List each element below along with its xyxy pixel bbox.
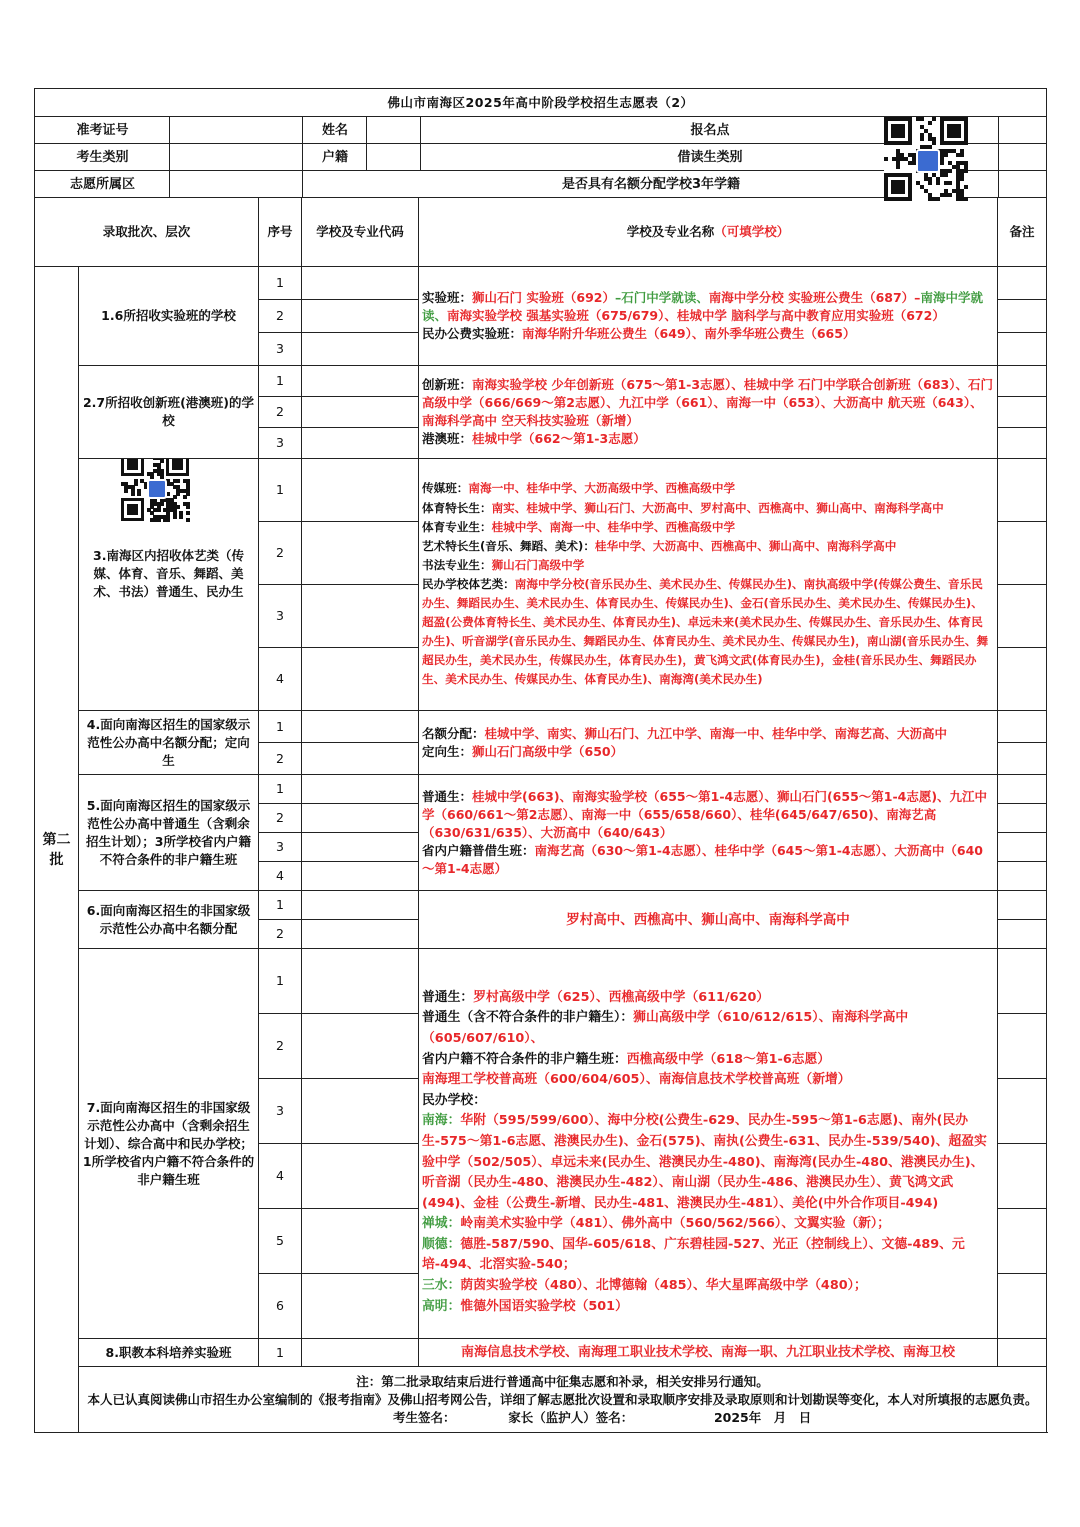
code-field[interactable] <box>302 920 419 949</box>
code-field[interactable] <box>302 648 419 711</box>
qr-code-icon <box>121 459 189 522</box>
remark-field[interactable] <box>998 862 1047 891</box>
remark-field[interactable] <box>998 1339 1047 1367</box>
section-3-label: 3.南海区内招收体艺类（传媒、体育、音乐、舞蹈、美术、书法）普通生、民办生 <box>79 459 259 711</box>
reg-point-label: 报名点 <box>420 117 999 143</box>
section-5-detail: 普通生：桂城中学(663)、南海实验学校（655～第1-4志愿）、狮山石门(655～第1-4志愿)、九江中学（660/661～第2志愿）、南海一中（655/658/660）、桂华(645/647/650)、南海艺高（630/631/635）、大沥高中（640/643） 省内户籍普借生班：南海艺高（630～第1-4志愿）、桂华中学（645～第1-4志愿）、大沥高中（640～第1-4志愿） <box>419 775 998 891</box>
code-field[interactable] <box>302 862 419 891</box>
code-field[interactable] <box>302 891 419 920</box>
section-1-label: 1.6所招收实验班的学校 <box>79 267 259 366</box>
parent-signature-label: 家长（监护人）签名： <box>508 1409 634 1425</box>
remark-field[interactable] <box>998 1079 1047 1144</box>
section-2-detail: 创新班：南海实验学校 少年创新班（675～第1-3志愿）、桂城中学 石门中学联合创新班（683）、石门高级中学（666/669～第2志愿）、九江中学（661）、南海一中（653）、大沥高中 航天班（643）、南海科学高中 空天科技实验班（新增） 港澳班：桂城中学（662～第1-3志愿） <box>419 366 998 459</box>
code-field[interactable] <box>302 804 419 833</box>
seq-number: 3 <box>259 333 302 366</box>
section-7-label: 7.面向南海区招生的非国家级示范性公办高中（含剩余招生计划）、综合高中和民办学校；1所学校省内户籍不符合条件的非户籍生班 <box>79 949 259 1339</box>
seq-number: 1 <box>259 775 302 804</box>
code-field[interactable] <box>302 428 419 459</box>
notes-area <box>79 1367 1047 1433</box>
reg-point-field[interactable] <box>998 117 1047 143</box>
code-field[interactable] <box>302 949 419 1014</box>
note-line-2: 本人已认真阅读佛山市招生办公室编制的《报考指南》及佛山招考网公告，详细了解志愿批次设置和录取顺序安排及录取原则和计划勘误等变化，本人对所填报的志愿负责。 <box>87 1391 1038 1407</box>
remark-field[interactable] <box>998 891 1047 920</box>
remark-field[interactable] <box>998 333 1047 366</box>
remark-field[interactable] <box>998 833 1047 862</box>
section-4-label: 4.面向南海区招生的国家级示范性公办高中名额分配；定向生 <box>79 711 259 775</box>
seq-number: 1 <box>259 1339 302 1367</box>
seq-number: 2 <box>259 920 302 949</box>
remark-field[interactable] <box>998 1014 1047 1079</box>
remark-field[interactable] <box>998 300 1047 333</box>
date-label: 2025年 月 日 <box>713 1409 812 1425</box>
seq-number: 4 <box>259 862 302 891</box>
section-5-label: 5.面向南海区招生的国家级示范性公办高中普通生（含剩余招生计划）；3所学校省内户籍不符合条件的非户籍生班 <box>79 775 259 891</box>
section-3-detail: 传媒班：南海一中、桂华中学、大沥高级中学、西樵高级中学 体育特长生：南实、桂城中学、狮山石门、大沥高中、罗村高中、西樵高中、狮山高中、南海科学高中 体育专业生：桂城中学、南海一中、桂华中学、西樵高级中学 艺术特长生(音乐、舞蹈、美术)：桂华中学、大沥高中、西樵高中、狮山高中、南海科学高中 书法专业生：狮山石门高级中学 民办学校体艺类：南海中学分校(音乐民办生、美术民办生、传媒民办生)、南执高级中学(传媒公费生、音乐民办生、舞蹈民办生、美术民办生、体育民办生、传媒民办生)、金石(音乐民办生、美术民办生、传媒民办生)、超盈(公费体育特长生、美术民办生、体育民办生)、卓远未来(美术民办生、传媒民办生、音乐民办生、体育民办生)、听音湖学(音乐民办生、舞蹈民办生、体育民办生、美术民办生、传媒民办生)，南山湖(音乐民办生、舞超民办生，美术民办生，传媒民办生，体育民办生)，黄飞鸿文武(体育民办生)，金桂(音乐民办生、舞蹈民办生、美术民办生、传媒民办生、体育民办生)、南海湾(美术民办生) <box>419 459 998 711</box>
remark-field[interactable] <box>998 775 1047 804</box>
code-field[interactable] <box>302 459 419 522</box>
borrow-type-label: 借读生类别 <box>420 144 999 170</box>
header-batch: 录取批次、层次 <box>35 198 259 267</box>
seq-number: 4 <box>259 648 302 711</box>
seq-number: 1 <box>259 267 302 300</box>
remark-field[interactable] <box>998 522 1047 585</box>
header-name-hint: （可填学校） <box>714 224 790 239</box>
application-form <box>34 88 1046 1439</box>
remark-field[interactable] <box>998 397 1047 428</box>
district-field[interactable] <box>169 171 303 197</box>
signature-line <box>87 1409 1038 1427</box>
name-field[interactable] <box>366 117 421 143</box>
code-field[interactable] <box>302 1014 419 1079</box>
section-1-detail: 实验班：狮山石门 实验班（692）–石门中学就读、南海中学分校 实验班公费生（687）–南海中学就读、南海实验学校 强基实验班（675/679）、桂城中学 脑科学与高中教育应用实验班（672） 民办公费实验班：南海华附升华班公费生（649）、南外季华班公费生（665） <box>419 267 998 366</box>
seq-number: 1 <box>259 711 302 743</box>
code-field[interactable] <box>302 711 419 743</box>
seq-number: 2 <box>259 1014 302 1079</box>
section-6-detail: 罗村高中、西樵高中、狮山高中、南海科学高中 <box>419 891 998 949</box>
header-seq: 序号 <box>259 198 302 267</box>
form-title: 佛山市南海区2025年高中阶段学校招生志愿表（2） <box>35 89 1047 117</box>
remark-field[interactable] <box>998 1209 1047 1274</box>
borrow-type-field[interactable] <box>998 144 1047 170</box>
section-4-detail: 名额分配：桂城中学、南实、狮山石门、九江中学、南海一中、桂华中学、南海艺高、大沥高中 定向生：狮山石门高级中学（650） <box>419 711 998 775</box>
remark-field[interactable] <box>998 459 1047 522</box>
category-field[interactable] <box>169 144 303 170</box>
quota-3yr-label: 是否具有名额分配学校3年学籍 <box>302 171 999 197</box>
section-7-detail: 普通生：罗村高级中学（625）、西樵高级中学（611/620） 普通生（含不符合条件的非户籍生）：狮山高级中学（610/612/615）、南海科学高中（605/607/610）、 省内户籍不符合条件的非户籍生班：西樵高级中学（618～第1-6志愿） 南海理工学校普高班（600/604/605）、南海信息技术学校普高班（新增） 民办学校： 南海：华附（595/599/600）、海中分校(公费生-629、民办生-595～第1-6志愿)、南外(民办生-575～第1-6志愿、港澳民办生)、金石(575)、南执(公费生-631、民办生-539/540)、超盈实验中学（502/505）、卓远未来(民办生、港澳民办生-480)、南海湾(民办生-480、港澳民办生)、听音湖（民办生-480、港澳民办生-482）、南山湖（民办生-486、港澳民办生）、黄飞鸿文武(494)、金桂（公费生-新增、民办生-481、港澳民办生-481）、美伦(中外合作项目-494) 禅城：岭南美术实验中学（481）、佛外高中（560/562/566）、文翼实验（新）； 顺德：德胜-587/590、国华-605/618、广东碧桂园-527、光正（控制线上）、文德-489、元培-494、北滘实验-540； 三水：荫茵实验学校（480）、北博德翰（485）、华大星晖高级中学（480）； 高明：惟德外国语实验学校（501） <box>419 949 998 1339</box>
batch-label: 第二批 <box>35 267 79 1433</box>
student-signature-label: 考生签名： <box>393 1409 456 1425</box>
code-field[interactable] <box>302 300 419 333</box>
remark-field[interactable] <box>998 648 1047 711</box>
seq-number: 2 <box>259 522 302 585</box>
section-8-label: 8.职教本科培养实验班 <box>79 1339 259 1367</box>
household-field[interactable] <box>366 144 421 170</box>
form-table <box>34 88 1047 1433</box>
exam-no-field[interactable] <box>169 117 303 143</box>
header-code: 学校及专业代码 <box>302 198 419 267</box>
remark-field[interactable] <box>998 1274 1047 1339</box>
section-6-label: 6.面向南海区招生的非国家级示范性公办高中名额分配 <box>79 891 259 949</box>
header-name-text: 学校及专业名称 <box>626 224 715 239</box>
qr-code-icon <box>884 117 968 201</box>
remark-field[interactable] <box>998 1144 1047 1209</box>
code-field[interactable] <box>302 1274 419 1339</box>
seq-number: 2 <box>259 397 302 428</box>
code-field[interactable] <box>302 585 419 648</box>
header-name <box>419 198 998 267</box>
seq-number: 6 <box>259 1274 302 1339</box>
seq-number: 3 <box>259 585 302 648</box>
code-field[interactable] <box>302 775 419 804</box>
code-field[interactable] <box>302 1209 419 1274</box>
seq-number: 2 <box>259 300 302 333</box>
remark-field[interactable] <box>998 711 1047 743</box>
seq-number: 5 <box>259 1209 302 1274</box>
section-8-detail: 南海信息技术学校、南海理工职业技术学校、南海一职、九江职业技术学校、南海卫校 <box>419 1339 998 1367</box>
remark-field[interactable] <box>998 743 1047 775</box>
code-field[interactable] <box>302 743 419 775</box>
code-field[interactable] <box>302 267 419 300</box>
household-label: 户籍 <box>302 144 367 170</box>
seq-number: 1 <box>259 891 302 920</box>
category-label: 考生类别 <box>76 150 129 165</box>
seq-number: 3 <box>259 833 302 862</box>
district-label: 志愿所属区 <box>69 177 135 192</box>
code-field[interactable] <box>302 366 419 397</box>
seq-number: 3 <box>259 428 302 459</box>
seq-number: 3 <box>259 1079 302 1144</box>
remark-field[interactable] <box>998 949 1047 1014</box>
remark-field[interactable] <box>998 804 1047 833</box>
name-label: 姓名 <box>302 117 367 143</box>
remark-field[interactable] <box>998 585 1047 648</box>
code-field[interactable] <box>302 333 419 366</box>
remark-field[interactable] <box>998 267 1047 300</box>
code-field[interactable] <box>302 397 419 428</box>
code-field[interactable] <box>302 522 419 585</box>
header-remark: 备注 <box>998 198 1047 267</box>
seq-number: 1 <box>259 459 302 522</box>
seq-number: 2 <box>259 743 302 775</box>
seq-number: 1 <box>259 949 302 1014</box>
remark-field[interactable] <box>998 428 1047 459</box>
quota-3yr-field[interactable] <box>998 171 1047 197</box>
remark-field[interactable] <box>998 366 1047 397</box>
note-line-1: 注：第二批录取结束后进行普通高中征集志愿和补录，相关安排另行通知。 <box>356 1373 769 1389</box>
seq-number: 2 <box>259 804 302 833</box>
code-field[interactable] <box>302 1144 419 1209</box>
remark-field[interactable] <box>998 920 1047 949</box>
code-field[interactable] <box>302 1339 419 1367</box>
seq-number: 1 <box>259 366 302 397</box>
seq-number: 4 <box>259 1144 302 1209</box>
code-field[interactable] <box>302 1079 419 1144</box>
exam-no-label: 准考证号 <box>76 123 129 138</box>
code-field[interactable] <box>302 833 419 862</box>
section-2-label: 2.7所招收创新班(港澳班)的学校 <box>79 366 259 459</box>
